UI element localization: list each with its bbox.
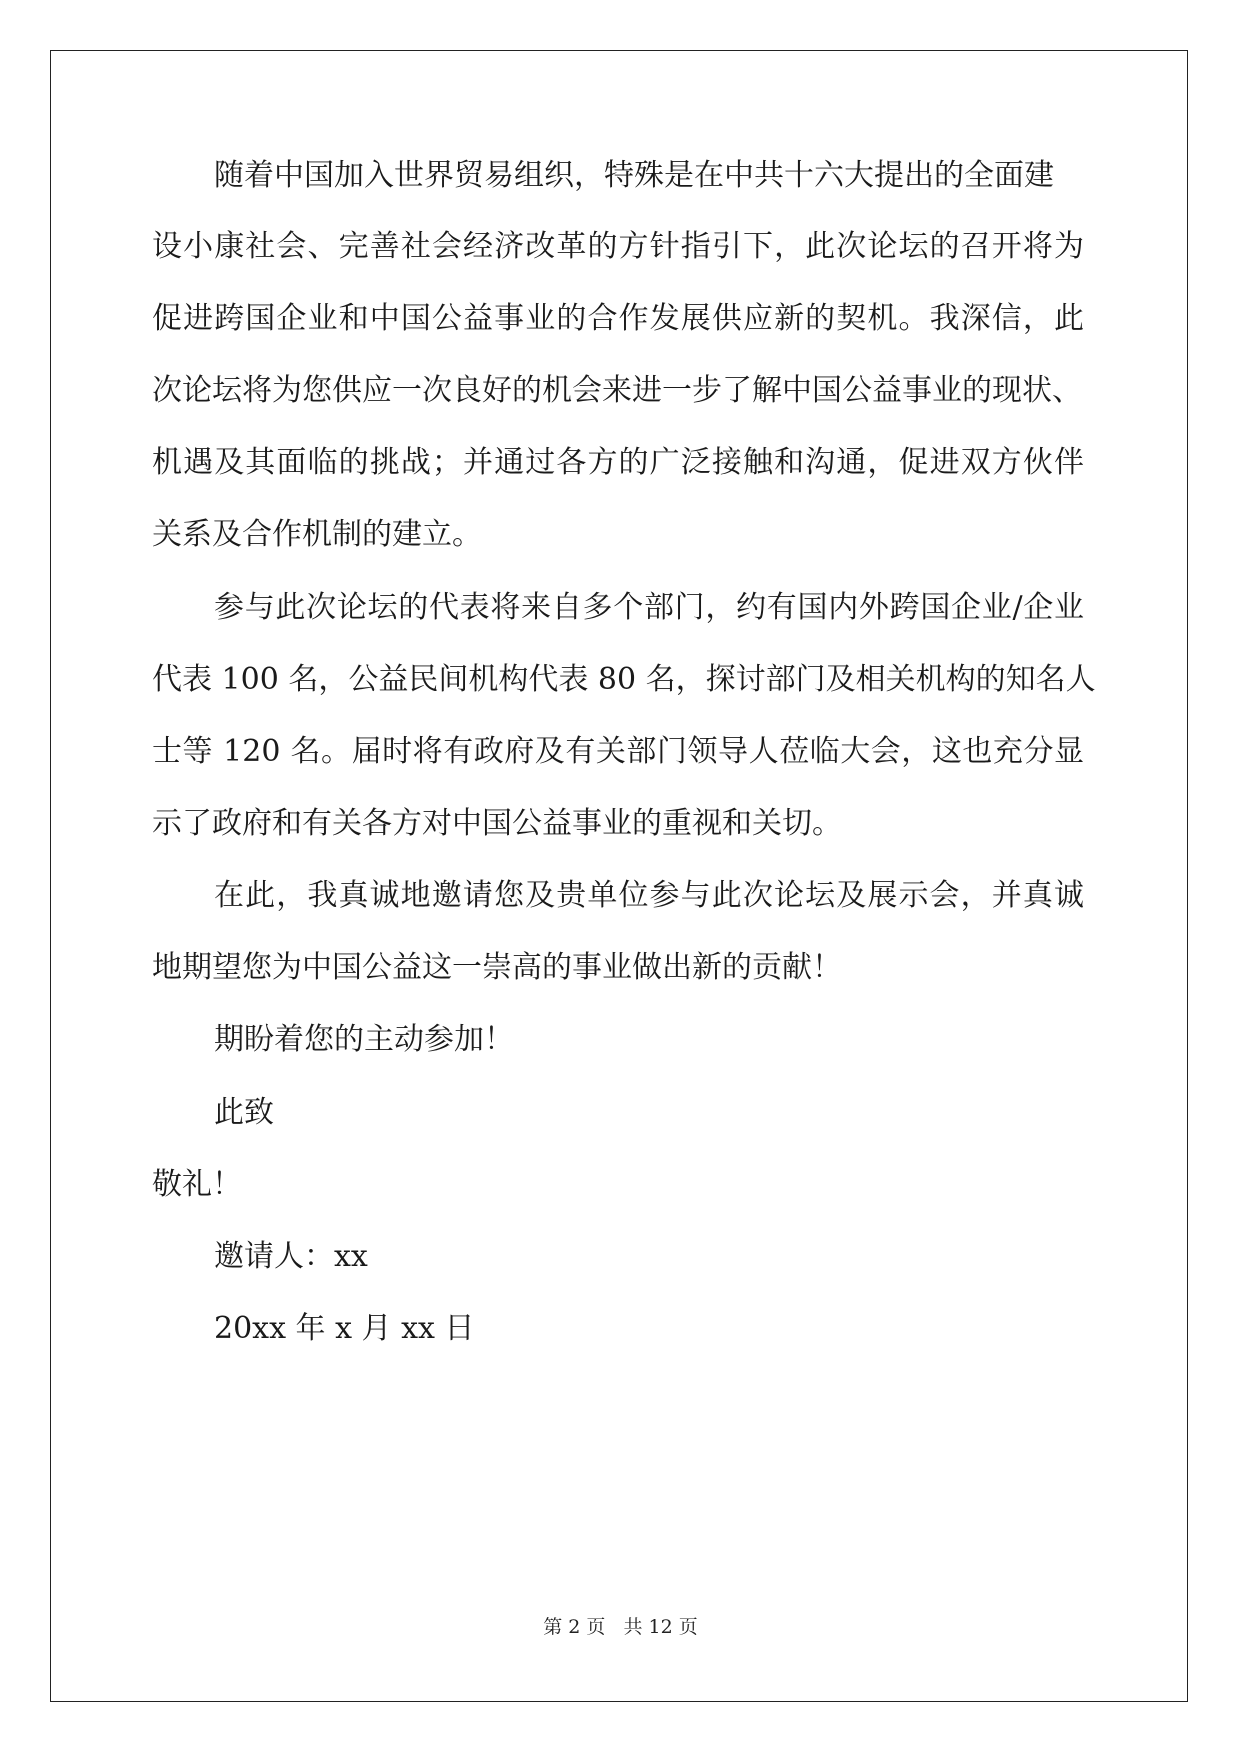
paragraph-1-line-3: 促进跨国企业和中国公益事业的合作发展供应新的契机。我深信，此 [152, 301, 1084, 336]
letter-date: 20xx 年 x 月 xx 日 [214, 1311, 475, 1346]
salutation-jing-li: 敬礼！ [152, 1167, 242, 1202]
page-number-current: 第 2 页 [543, 1616, 606, 1638]
salutation-ci-zhi: 此致 [214, 1095, 274, 1130]
paragraph-1-line-1: 随着中国加入世界贸易组织，特殊是在中共十六大提出的全面建 [214, 158, 1054, 193]
page-footer [0, 1612, 1241, 1639]
paragraph-2-line-1: 参与此次论坛的代表将来自多个部门，约有国内外跨国企业/企业 [214, 590, 1084, 625]
paragraph-2-line-4: 示了政府和有关各方对中国公益事业的重视和关切。 [152, 806, 842, 841]
inviter-signature: 邀请人：xx [214, 1239, 368, 1274]
paragraph-2-line-2: 代表 100 名，公益民间机构代表 80 名，探讨部门及相关机构的知名人 [152, 662, 1096, 697]
paragraph-1-line-2: 设小康社会、完善社会经济改革的方针指引下，此次论坛的召开将为 [152, 229, 1084, 264]
page-number-total: 共 12 页 [623, 1616, 698, 1638]
paragraph-1-line-4: 次论坛将为您供应一次良好的机会来进一步了解中国公益事业的现状、 [152, 373, 1082, 408]
paragraph-3-line-2: 地期望您为中国公益这一崇高的事业做出新的贡献！ [152, 950, 842, 985]
paragraph-1-line-6: 关系及合作机制的建立。 [152, 517, 482, 552]
closing-line: 期盼着您的主动参加！ [214, 1022, 514, 1057]
paragraph-2-line-3: 士等 120 名。届时将有政府及有关部门领导人莅临大会，这也充分显 [152, 734, 1084, 769]
paragraph-3-line-1: 在此，我真诚地邀请您及贵单位参与此次论坛及展示会，并真诚 [214, 878, 1084, 913]
paragraph-1-line-5: 机遇及其面临的挑战；并通过各方的广泛接触和沟通，促进双方伙伴 [152, 445, 1084, 480]
